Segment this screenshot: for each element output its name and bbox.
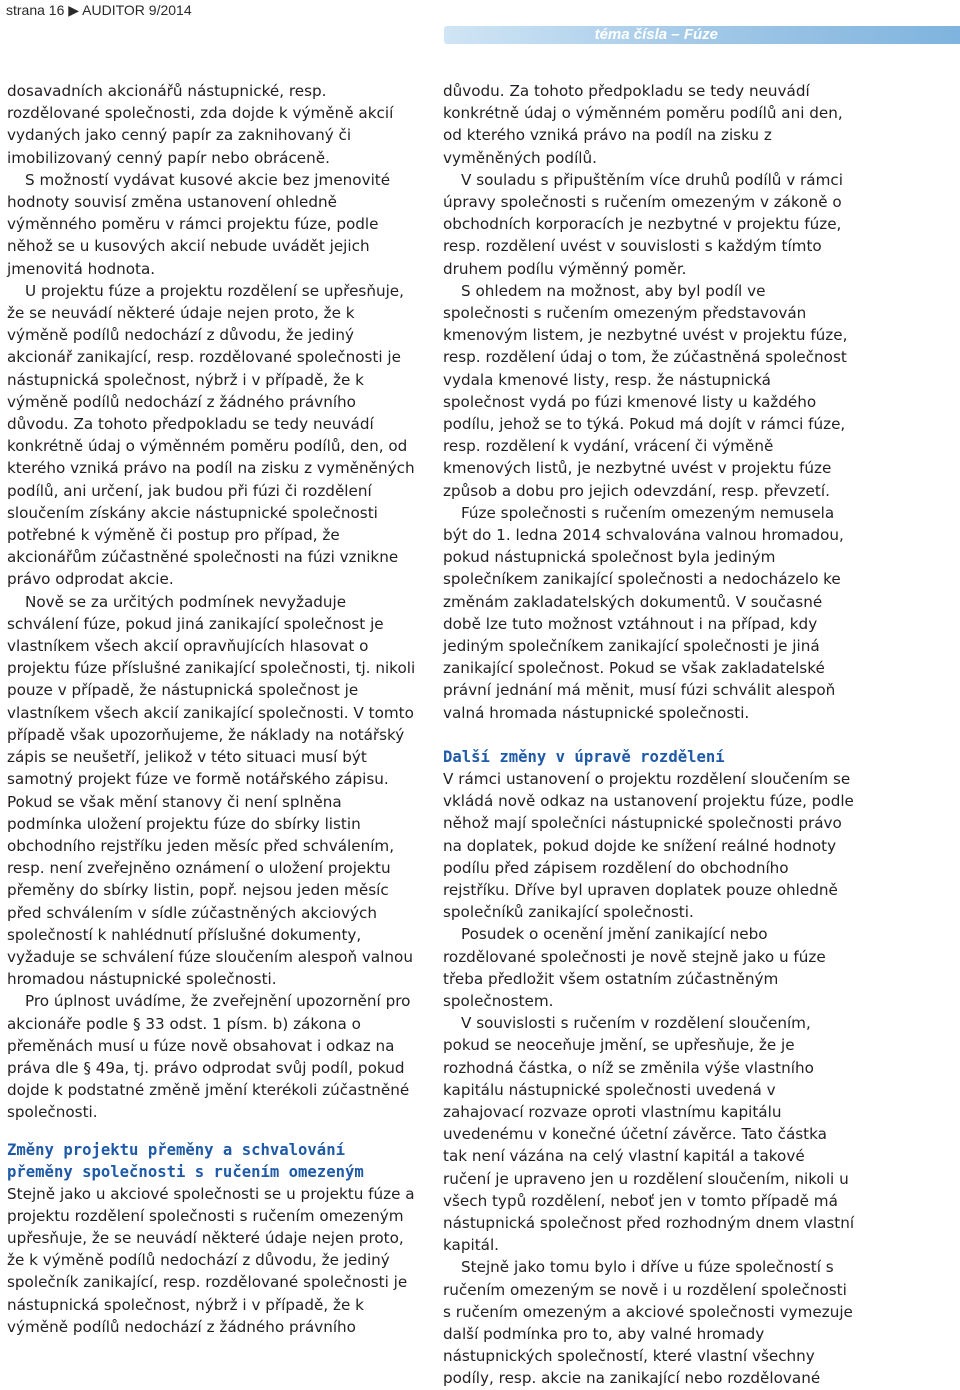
- paragraph: V souladu s připuštěním více druhů podílů v rámci úpravy společnosti s ručením omezeným v zákoně o obchodních korporacích je nezbytné v projektu fúze, resp. rozdělení uvést v souvislosti s každým tímto druhem podílu výměnný poměr.: [443, 170, 843, 278]
- paragraph: důvodu. Za tohoto předpokladu se tedy neuvádí konkrétně údaj o výměnném poměru podílů ani den, od kterého vzniká právo na podíl na zisku z vyměněných podílů.: [443, 82, 843, 167]
- section-heading: Další změny v úpravě rozdělení: [443, 747, 725, 766]
- left-column: [7, 80, 419, 1339]
- paragraph: dosavadních akcionářů nástupnické, resp. rozdělované společnosti, zda dojde k výměně akcií vydaných jako cenný papír za zaknihovaný či imobilizovaný cenný papír nebo obráceně.: [7, 82, 394, 167]
- paragraph: Pro úplnost uvádíme, že zveřejnění upozornění pro akcionáře podle § 33 odst. 1 písm. b) zákona o přeměnách musí u fúze nově obsahovat i odkaz na práva dle § 49a, tj. právo odprodat svůj podíl, pokud dojde k podstatné změně jmění kterékoli zúčastněné společnosti.: [7, 992, 411, 1122]
- paragraph: Stejně jako tomu bylo i dříve u fúze společností s ručením omezeným se nově i u rozdělení společnosti s ručením omezeným a akciové společnosti vymezuje další podmínka pro to, aby valné hromady nástupnických společností, které vlastní všechny podíly, resp. akcie na zanikající nebo rozdělované: [443, 1258, 853, 1388]
- paragraph: S ohledem na možnost, aby byl podíl ve společnosti s ručením omezeným představován kmenovým listem, je nezbytné uvést v projektu fúze, resp. rozdělení údaj o tom, že zúčastněná společnost vydala kmenové listy, resp. že nástupnická společnost vydá po fúzi kmenové listy u každého podílu, jehož se to týká. Pokud má dojít v rámci fúze, resp. rozdělení k vydání, vrácení či výměně kmenových listů, je nezbytné uvést v projektu fúze způsob a dobu pro jejich odevzdání, resp. převzetí.: [443, 281, 848, 500]
- right-column: [443, 80, 855, 1388]
- section-heading: Změny projektu přeměny a schvalování přeměny společnosti s ručením omezeným: [7, 1140, 364, 1181]
- section-title: téma čísla – Fúze: [594, 26, 718, 43]
- paragraph: Posudek o ocenění jmění zanikající nebo rozdělované společnosti je nově stejně jako u fúze třeba předložit všem ostatním zúčastněným společnostem.: [443, 925, 826, 1010]
- paragraph: Nově se za určitých podmínek nevyžaduje schválení fúze, pokud jiná zanikající společnost je vlastníkem všech akcií opravňujících hlasovat o projektu fúze příslušné zanikající společnosti, tj. nikoli pouze v případě, že nástupnická společnost je vlastníkem všech akcií zanikající společnosti. V tomto případě však upozorňujeme, že náklady na notářský zápis se neušetří, jelikož v této situaci musí být samotný projekt fúze ve formě notářského zápisu. Pokud se však mění stanovy či není splněna podmínka uložení projektu fúze do sbírky listin obchodního rejstříku jeden měsíc před schválením, resp. není zveřejněno oznámení o uložení projektu přeměny do sbírky listin, popř. nejsou jeden měsíc před schválením v sídle zúčastněných akciových společností k nahlédnutí příslušné dokumenty, vyžaduje se schválení fúze sloučením alespoň valnou hromadou nástupnické společnosti.: [7, 592, 416, 989]
- paragraph: S možností vydávat kusové akcie bez jmenovité hodnoty souvisí změna ustanovení ohledně výměnného poměru v rámci projektu fúze, podle něhož se u kusových akcií nebude uvádět jejich jmenovitá hodnota.: [7, 170, 391, 278]
- running-header: strana 16 ▶ AUDITOR 9/2014: [6, 2, 192, 18]
- paragraph: U projektu fúze a projektu rozdělení se upřesňuje, že se neuvádí některé údaje nejen proto, že k výměně podílů nedochází z důvodu, že jediný akcionář zanikající, resp. rozdělované společnosti je nástupnická společnost, nýbrž i v případě, že k výměně podílů nedochází z žádného právního důvodu. Za tohoto předpokladu se tedy neuvádí konkrétně údaj o výměnném poměru podílů, den, od kterého vzniká právo na podíl na zisku z vyměněných podílů, ani určení, jak budou při fúzi či rozdělení sloučením získány akcie nástupnické společnosti potřebné k výměně či postup pro případ, že akcionářům zúčastněné společnosti na fúzi vznikne právo odprodat akcie.: [7, 281, 415, 589]
- section-banner: [444, 26, 960, 44]
- paragraph: V souvislosti s ručením v rozdělení sloučením, pokud se neoceňuje jmění, se upřesňuje, že je rozhodná částka, o níž se změnila výše vlastního kapitálu nástupnické společnosti uvedená v zahajovací rozvaze oproti vlastnímu kapitálu uvedenému v konečné účetní závěrce. Tato částka tak není vázána na celý vlastní kapitál a takové ručení je upraveno jen u rozdělení sloučením, nikoli u všech typů rozdělení, neboť jen v tomto případě má nástupnická společnost před rozhodným dnem vlastní kapitál.: [443, 1014, 855, 1255]
- paragraph: V rámci ustanovení o projektu rozdělení sloučením se vkládá nově odkaz na ustanovení projektu fúze, podle něhož mají společníci nástupnické společnosti právo na doplatek, pokud dojde ke snížení reálné hodnoty podílu před zápisem rozdělení do obchodního rejstříku. Dříve byl upraven doplatek pouze ohledně společníků zanikající společnosti.: [443, 769, 854, 922]
- paragraph: Stejně jako u akciové společnosti se u projektu fúze a projektu rozdělení společnosti s ručením omezeným upřesňuje, že se neuvádí některé údaje nejen proto, že k výměně podílů nedochází z důvodu, že jediný společník zanikající, resp. rozdělované společnosti je nástupnická společnost, nýbrž i v případě, že k výměně podílů nedochází z žádného právního: [7, 1184, 415, 1336]
- paragraph: Fúze společnosti s ručením omezeným nemusela být do 1. ledna 2014 schvalována valnou hromadou, pokud nástupnická společnost byla jediným společníkem zanikající společnosti a nedocházelo ke změnám zakladatelských dokumentů. V současné době lze tuto možnost vztáhnout i na případ, kdy jediným společníkem zanikající společnosti je jiná zanikající společnost. Pokud se však zakladatelské právní jednání má měnit, musí fúzi schválit alespoň valná hromada nástupnické společnosti.: [443, 503, 844, 722]
